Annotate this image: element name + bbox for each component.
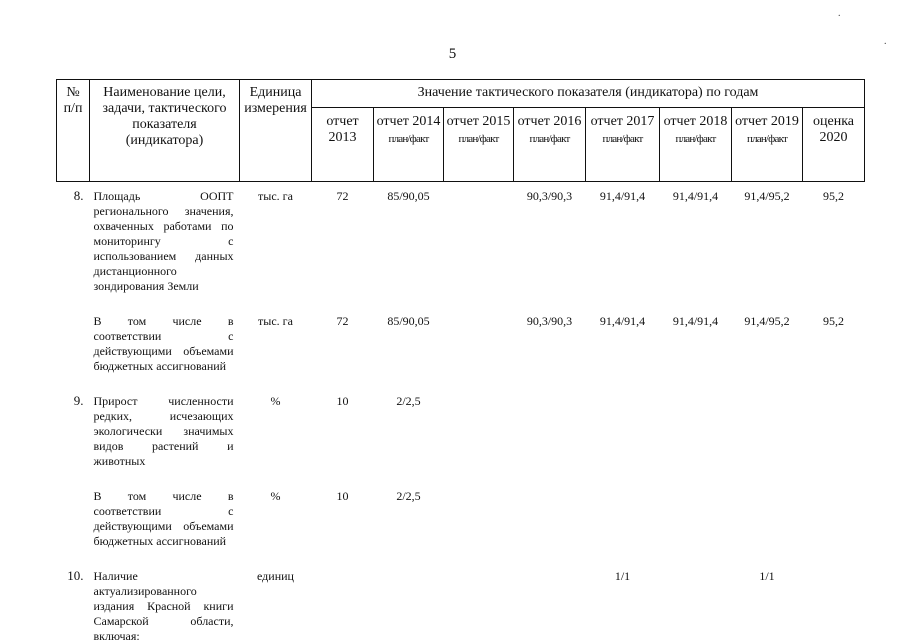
- row-value: 91,4/91,4: [660, 182, 732, 295]
- row-value: 90,3/90,3: [514, 182, 586, 295]
- row-value: [444, 569, 514, 644]
- col-header-num: № п/п: [57, 80, 90, 182]
- row-name: Площадь ООПТ регионального значения, охваченных работами по мониторингу с использованием данных дистанционного зондирования Земли: [90, 182, 240, 295]
- row-unit: %: [240, 489, 312, 549]
- row-unit: %: [240, 394, 312, 469]
- year-sublabel: план/факт: [662, 131, 729, 147]
- year-sublabel: план/факт: [588, 131, 657, 147]
- row-value: 91,4/91,4: [586, 314, 660, 374]
- row-value: [586, 489, 660, 549]
- col-header-year: [586, 108, 660, 182]
- row-value: 10: [312, 489, 374, 549]
- row-value: 91,4/91,4: [660, 314, 732, 374]
- row-value: [732, 489, 803, 549]
- col-header-unit: Единица измерения: [240, 80, 312, 182]
- row-number: [57, 489, 90, 549]
- row-number: 9.: [57, 394, 90, 469]
- year-sublabel: план/факт: [376, 131, 441, 147]
- row-value: [514, 394, 586, 469]
- row-value: 95,2: [803, 314, 865, 374]
- row-value: 90,3/90,3: [514, 314, 586, 374]
- row-unit: тыс. га: [240, 314, 312, 374]
- col-header-year: [732, 108, 803, 182]
- col-header-value-group: Значение тактического показателя (индикатора) по годам: [312, 80, 865, 108]
- row-value: 72: [312, 314, 374, 374]
- row-value: [660, 569, 732, 644]
- year-label: отчет 2015: [447, 114, 511, 129]
- row-number: [57, 314, 90, 374]
- year-label: оценка 2020: [813, 114, 854, 145]
- col-header-year: [660, 108, 732, 182]
- year-label: отчет 2017: [591, 114, 655, 129]
- row-value: [444, 489, 514, 549]
- year-label: отчет 2018: [664, 114, 728, 129]
- row-value: 91,4/95,2: [732, 314, 803, 374]
- row-unit: единиц: [240, 569, 312, 644]
- table-row: [57, 314, 865, 374]
- table-body: [57, 182, 865, 644]
- row-value: 1/1: [732, 569, 803, 644]
- row-value: 95,2: [803, 182, 865, 295]
- row-value: [732, 394, 803, 469]
- row-value: [374, 569, 444, 644]
- year-label: отчет 2013: [326, 114, 358, 145]
- year-label: отчет 2014: [377, 114, 441, 129]
- row-number: 8.: [57, 182, 90, 295]
- year-label: отчет 2016: [518, 114, 582, 129]
- year-sublabel: план/факт: [734, 131, 800, 147]
- col-header-year: [514, 108, 586, 182]
- row-value: [444, 314, 514, 374]
- row-value: 91,4/95,2: [732, 182, 803, 295]
- row-value: 72: [312, 182, 374, 295]
- indicator-table: [56, 79, 865, 644]
- row-value: [803, 489, 865, 549]
- row-name: В том числе в соответствии с действующими объемами бюджетных ассигнований: [90, 489, 240, 549]
- row-value: [803, 394, 865, 469]
- row-value: [312, 569, 374, 644]
- row-value: 85/90,05: [374, 314, 444, 374]
- row-value: 2/2,5: [374, 394, 444, 469]
- table-row: [57, 394, 865, 469]
- row-value: [660, 489, 732, 549]
- col-header-year: [312, 108, 374, 182]
- row-unit: тыс. га: [240, 182, 312, 295]
- year-sublabel: план/факт: [446, 131, 511, 147]
- col-header-name: Наименование цели, задачи, тактического показателя (индикатора): [90, 80, 240, 182]
- row-name: Наличие актуализированного издания Красной книги Самарской области, включая:: [90, 569, 240, 644]
- row-value: [514, 489, 586, 549]
- table-row: [57, 182, 865, 295]
- table-row: [57, 569, 865, 644]
- year-sublabel: план/факт: [516, 131, 583, 147]
- row-value: 10: [312, 394, 374, 469]
- year-label: отчет 2019: [735, 114, 799, 129]
- row-value: [444, 182, 514, 295]
- row-value: [444, 394, 514, 469]
- row-value: 91,4/91,4: [586, 182, 660, 295]
- table-row: [57, 489, 865, 549]
- scan-mark: .: [884, 36, 887, 47]
- row-name: В том числе в соответствии с действующими объемами бюджетных ассигнований: [90, 314, 240, 374]
- row-value: [803, 569, 865, 644]
- scan-mark: .: [838, 8, 841, 19]
- row-value: [514, 569, 586, 644]
- col-header-year: [444, 108, 514, 182]
- col-header-year: [803, 108, 865, 182]
- row-number: 10.: [57, 569, 90, 644]
- row-value: [660, 394, 732, 469]
- row-value: 85/90,05: [374, 182, 444, 295]
- row-name: Прирост численности редких, исчезающих экологически значимых видов растений и животных: [90, 394, 240, 469]
- col-header-year: [374, 108, 444, 182]
- page-number: 5: [0, 46, 905, 63]
- row-value: 1/1: [586, 569, 660, 644]
- table-header: [57, 80, 865, 182]
- row-value: 2/2,5: [374, 489, 444, 549]
- row-value: [586, 394, 660, 469]
